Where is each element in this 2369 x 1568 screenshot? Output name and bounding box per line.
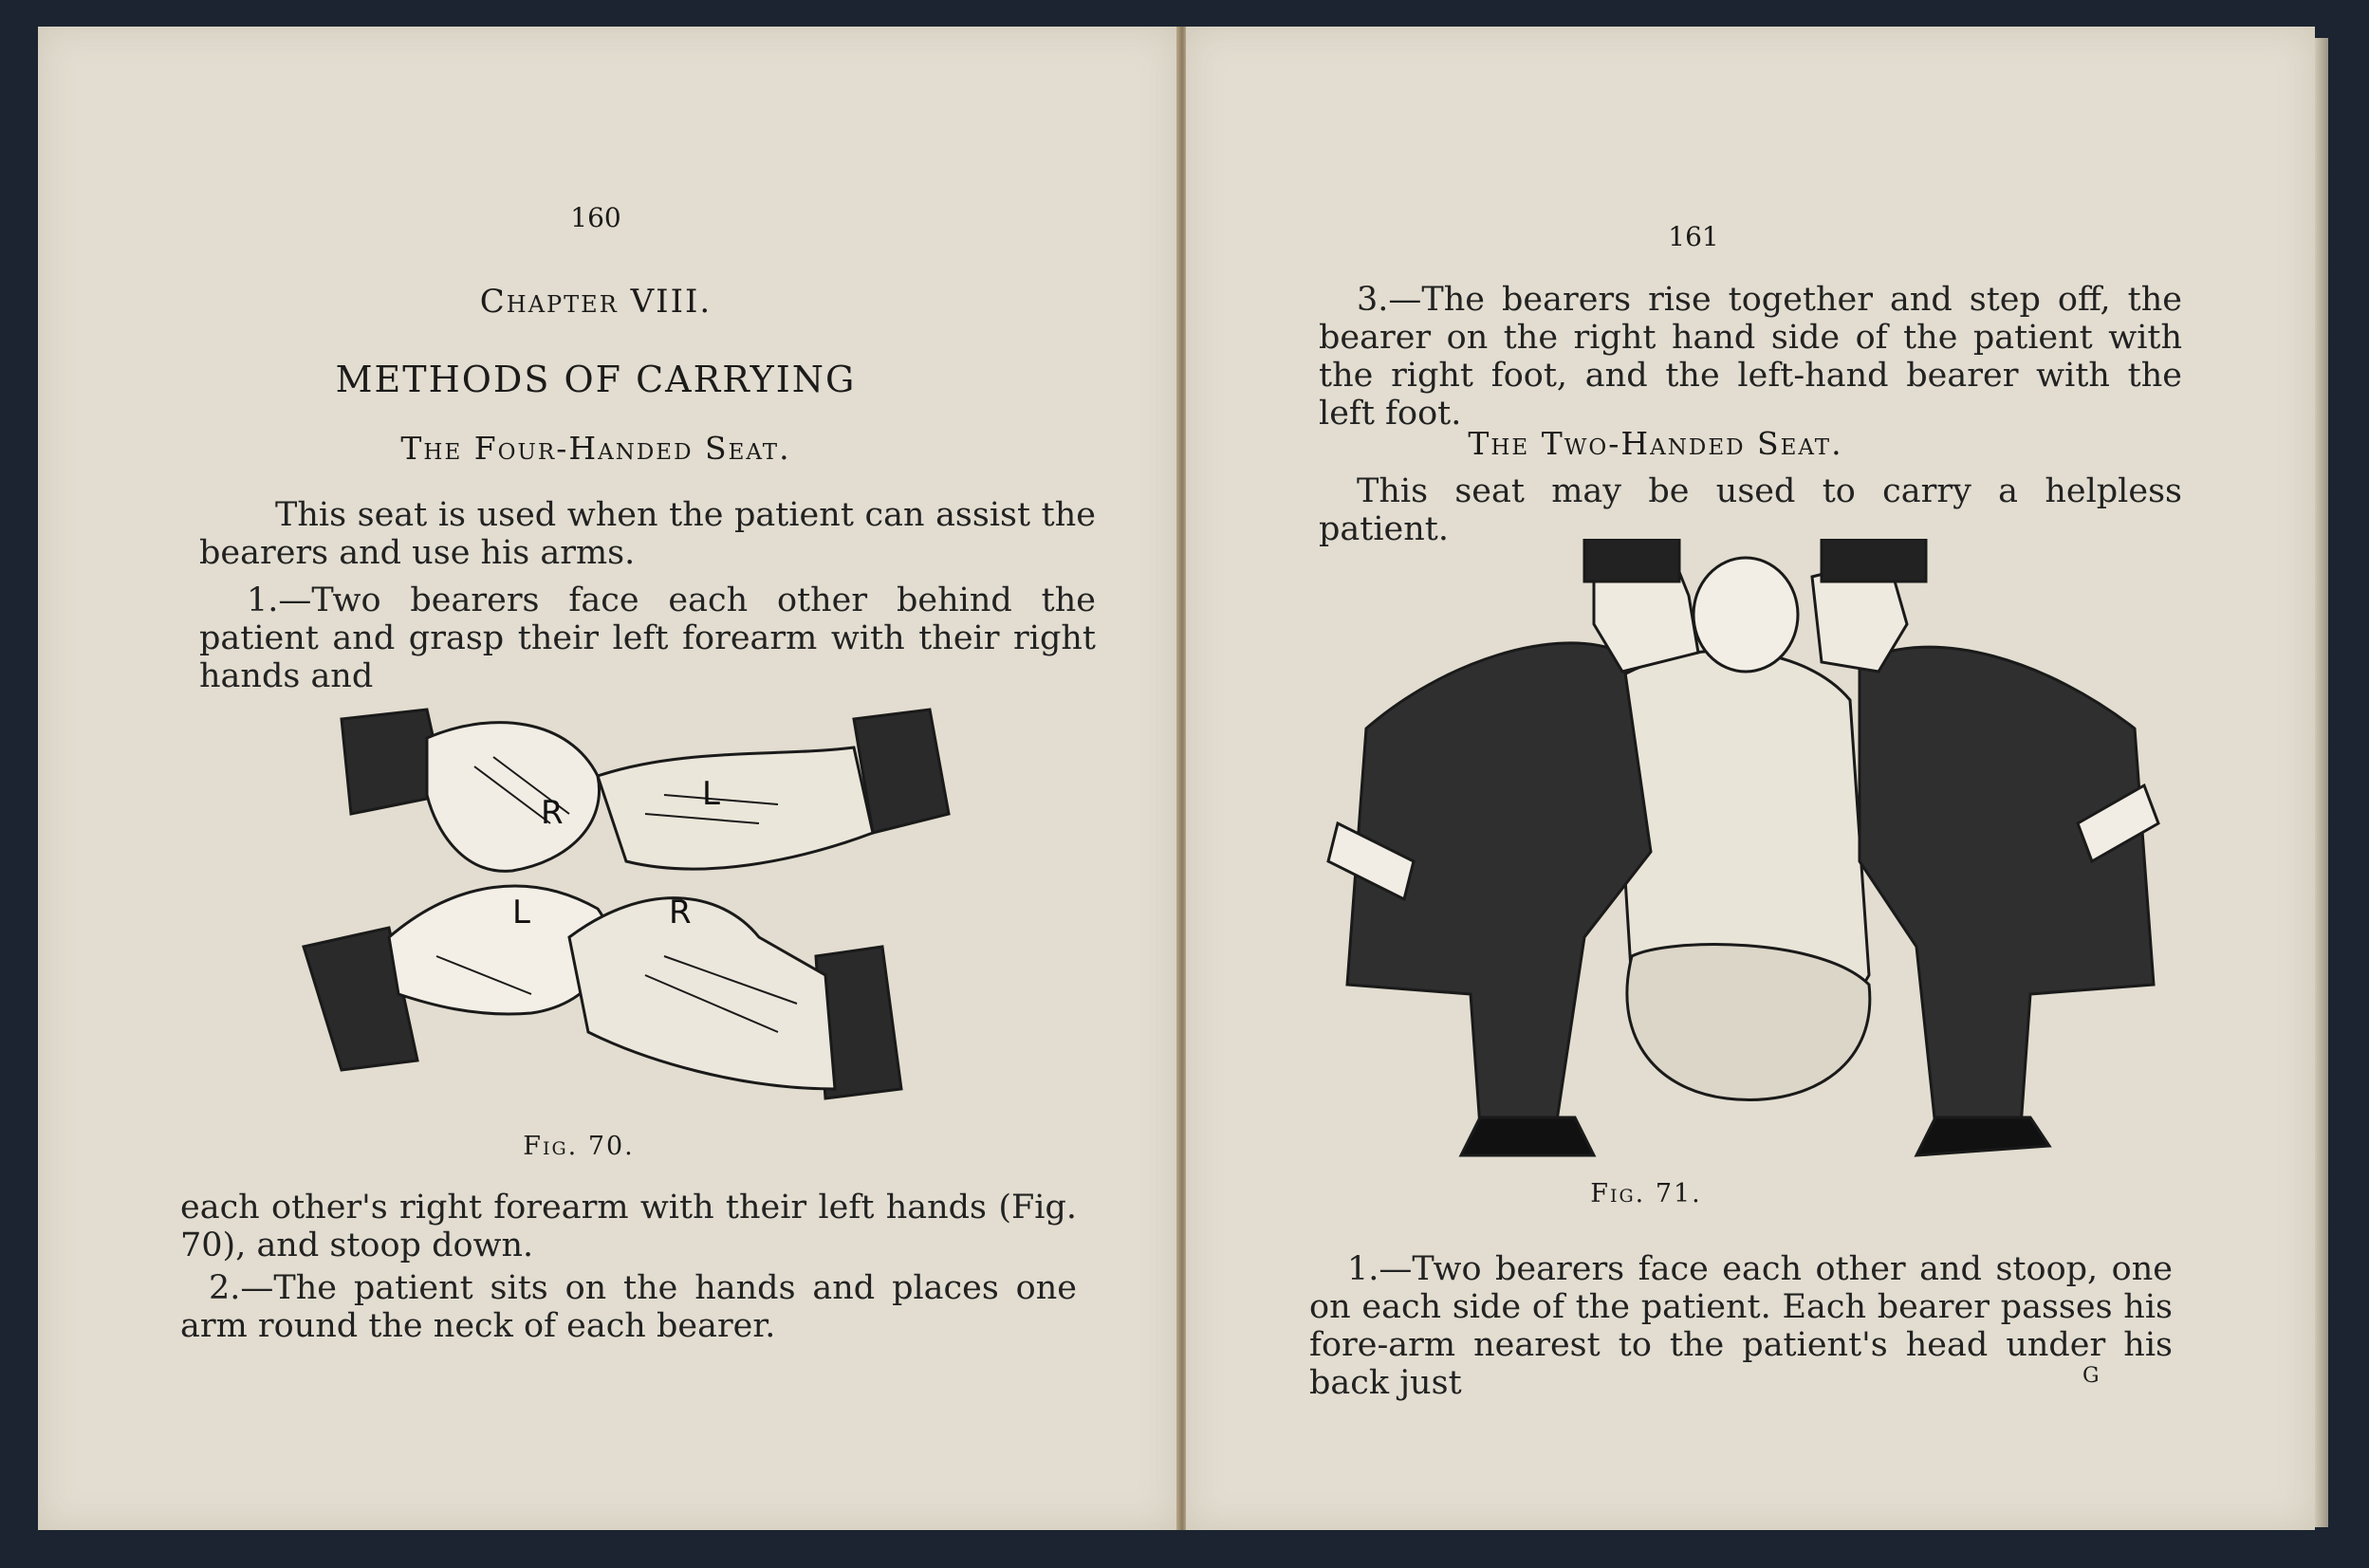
right-page xyxy=(1186,27,2315,1530)
page-number: 160 xyxy=(570,202,621,233)
boot xyxy=(1461,1117,1594,1155)
figure-70-illustration xyxy=(285,691,968,1136)
chapter-title: METHODS OF CARRYING xyxy=(335,359,857,400)
section-heading: The Four-Handed Seat. xyxy=(400,430,791,467)
figure-label: R xyxy=(541,794,564,832)
intro-paragraph: This seat may be used to carry a helpless patient. xyxy=(1319,472,2182,548)
boot xyxy=(1916,1117,2049,1155)
figure-caption: Fig. 70. xyxy=(523,1132,635,1161)
hand xyxy=(569,898,835,1089)
figure-caption: Fig. 71. xyxy=(1590,1179,1702,1208)
left-page xyxy=(38,27,1176,1530)
hand xyxy=(598,747,873,869)
section-heading: The Two-Handed Seat. xyxy=(1468,425,1843,462)
left-bearer-cap xyxy=(1584,539,1679,581)
page-number: 161 xyxy=(1668,221,1719,252)
intro-paragraph: This seat is used when the patient can assist the bearers and use his arms. xyxy=(199,496,1096,572)
figure-label: R xyxy=(669,894,692,932)
patient-head xyxy=(1693,558,1798,672)
figure-label: L xyxy=(512,894,530,932)
step-1-paragraph: 1.—Two bearers face each other behind the patient and grasp their left forearm with their right hands and xyxy=(199,581,1096,695)
step-1-paragraph: 1.—Two bearers face each other and stoop, one on each side of the patient. Each bearer passes his fore-arm nearest to the patient's head under his back just xyxy=(1309,1250,2173,1402)
patient-legs xyxy=(1627,945,1870,1100)
chapter-heading: Chapter VIII. xyxy=(479,283,713,321)
hand xyxy=(427,723,600,872)
step-2-paragraph: 2.—The patient sits on the hands and places one arm round the neck of each bearer. xyxy=(180,1269,1077,1345)
step-1-continued-paragraph: each other's right forearm with their left hands (Fig. 70), and stoop down. xyxy=(180,1189,1077,1264)
right-bearer-body xyxy=(1860,647,2154,1127)
signature-mark: G xyxy=(2082,1364,2100,1388)
right-bearer-cap xyxy=(1822,539,1926,581)
figure-label: L xyxy=(702,775,720,813)
page-edges xyxy=(2315,38,2328,1527)
step-3-paragraph: 3.—The bearers rise together and step off, the bearer on the right hand side of the patient with the right foot, and the left-hand bearer with the left foot. xyxy=(1319,281,2182,433)
figure-71-illustration xyxy=(1309,539,2182,1165)
